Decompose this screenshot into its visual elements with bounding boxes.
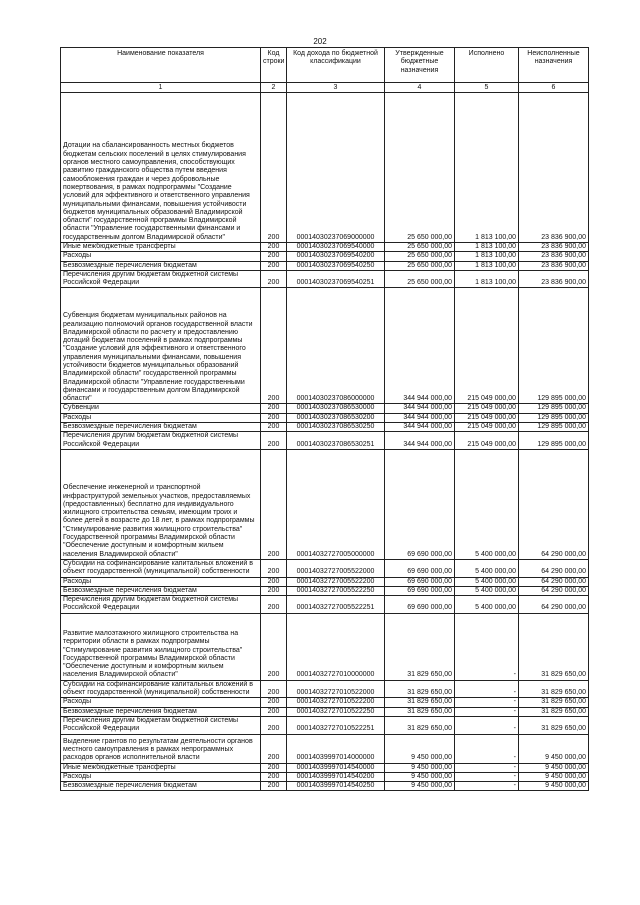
approved-cell: 9 450 000,00: [385, 782, 455, 791]
header-unexecuted: Неисполненные назначения: [519, 48, 589, 83]
approved-cell: 25 650 000,00: [385, 93, 455, 243]
income-code-cell: 00014032727010000000: [287, 613, 385, 680]
unexecuted-cell: 9 450 000,00: [519, 734, 589, 763]
approved-cell: 25 650 000,00: [385, 261, 455, 270]
row-code-cell: 200: [261, 270, 287, 288]
table-row: [61, 243, 589, 252]
row-code-cell: 200: [261, 698, 287, 707]
unexecuted-cell: 129 895 000,00: [519, 404, 589, 413]
unexecuted-cell: 129 895 000,00: [519, 288, 589, 404]
unexecuted-cell: 64 290 000,00: [519, 559, 589, 577]
row-name-cell: Перечисления другим бюджетам бюджетной системы Российской Федерации: [61, 432, 261, 450]
row-code-cell: 200: [261, 577, 287, 586]
unexecuted-cell: 23 836 900,00: [519, 261, 589, 270]
unexecuted-cell: 23 836 900,00: [519, 243, 589, 252]
header-row-code: Код строки: [261, 48, 287, 83]
executed-cell: 215 049 000,00: [455, 423, 519, 432]
executed-cell: -: [455, 613, 519, 680]
unexecuted-cell: 9 450 000,00: [519, 763, 589, 772]
row-name-cell: Субвенция бюджетам муниципальных районов на реализацию полномочий органов государственной власти Владимирской области по расчету и предоставлению дотаций бюджетам поселений в рамках подпрограммы "Создание условий для эффективного и ответственного управления муниципальными финансами, повышения устойчивости бюджетов муниципальных образований Владимирской области" государственной программы Владимирской области "Управление государственными финансами и государственным долгом Владимирской области": [61, 288, 261, 404]
executed-cell: -: [455, 772, 519, 781]
income-code-cell: 00014032727005522251: [287, 596, 385, 614]
row-name-cell: Выделение грантов по результатам деятельности органов местного самоуправления в рамках непрограммных расходов органов исполнительной власти: [61, 734, 261, 763]
table-row: [61, 716, 589, 734]
row-name-cell: Развитие малоэтажного жилищного строительства на территории области в рамках подпрограммы "Стимулирование развития жилищного строительства" Государственной программы Владимирской области "Обеспечение доступным и комфортным жильем населения Владимирской области": [61, 613, 261, 680]
row-name-cell: Иные межбюджетные трансферты: [61, 763, 261, 772]
row-code-cell: 200: [261, 432, 287, 450]
income-code-cell: 00014030237069540250: [287, 261, 385, 270]
unexecuted-cell: 64 290 000,00: [519, 577, 589, 586]
approved-cell: 344 944 000,00: [385, 432, 455, 450]
approved-cell: 25 650 000,00: [385, 243, 455, 252]
table-row: [61, 772, 589, 781]
income-code-cell: 00014030237069000000: [287, 93, 385, 243]
executed-cell: 5 400 000,00: [455, 596, 519, 614]
executed-cell: 1 813 100,00: [455, 270, 519, 288]
column-index: 6: [519, 83, 589, 93]
unexecuted-cell: 23 836 900,00: [519, 252, 589, 261]
row-name-cell: Безвозмездные перечисления бюджетам: [61, 586, 261, 595]
table-row: [61, 596, 589, 614]
executed-cell: 215 049 000,00: [455, 404, 519, 413]
executed-cell: -: [455, 734, 519, 763]
unexecuted-cell: 31 829 650,00: [519, 716, 589, 734]
approved-cell: 31 829 650,00: [385, 707, 455, 716]
income-code-cell: 00014039997014540200: [287, 772, 385, 781]
budget-report-table: [60, 47, 589, 791]
executed-cell: 1 813 100,00: [455, 252, 519, 261]
income-code-cell: 00014039997014540250: [287, 782, 385, 791]
row-name-cell: Субсидии на софинансирование капитальных вложений в объект государственной (муниципальной) собственности: [61, 680, 261, 698]
income-code-cell: 00014032727005522200: [287, 577, 385, 586]
header-row: [61, 48, 589, 83]
approved-cell: 9 450 000,00: [385, 772, 455, 781]
approved-cell: 25 650 000,00: [385, 252, 455, 261]
income-code-cell: 00014030237086530251: [287, 432, 385, 450]
table-row: [61, 413, 589, 422]
table-row: [61, 252, 589, 261]
income-code-cell: 00014030237086530200: [287, 413, 385, 422]
unexecuted-cell: 129 895 000,00: [519, 423, 589, 432]
row-code-cell: 200: [261, 559, 287, 577]
executed-cell: 5 400 000,00: [455, 449, 519, 559]
income-code-cell: 00014030237086530250: [287, 423, 385, 432]
approved-cell: 9 450 000,00: [385, 734, 455, 763]
approved-cell: 69 690 000,00: [385, 559, 455, 577]
row-name-cell: Дотации на сбалансированность местных бюджетов бюджетам сельских поселений в целях стимулирования органов местного самоуправления, способствующих развитию гражданского общества путем введения самообложения граждан и через добровольные пожертвования, в рамках подпрограммы "Создание условий для эффективного и ответственного управления муниципальными финансами, повышения устойчивости бюджетов муниципальных образований Владимирской области" государственной программы Владимирской области "Управление государственными финансами и государственным долгом Владимирской области": [61, 93, 261, 243]
row-code-cell: 200: [261, 449, 287, 559]
table-row: [61, 782, 589, 791]
executed-cell: 215 049 000,00: [455, 288, 519, 404]
row-name-cell: Перечисления другим бюджетам бюджетной системы Российской Федерации: [61, 716, 261, 734]
executed-cell: -: [455, 680, 519, 698]
row-code-cell: 200: [261, 413, 287, 422]
income-code-cell: 00014032727010522250: [287, 707, 385, 716]
row-code-cell: 200: [261, 763, 287, 772]
executed-cell: 1 813 100,00: [455, 243, 519, 252]
income-code-cell: 00014032727010522200: [287, 698, 385, 707]
table-row: [61, 707, 589, 716]
row-code-cell: 200: [261, 288, 287, 404]
row-code-cell: 200: [261, 734, 287, 763]
table-row: [61, 423, 589, 432]
income-code-cell: 00014032727010522251: [287, 716, 385, 734]
income-code-cell: 00014039997014000000: [287, 734, 385, 763]
unexecuted-cell: 129 895 000,00: [519, 432, 589, 450]
approved-cell: 31 829 650,00: [385, 698, 455, 707]
income-code-cell: 00014032727005522000: [287, 559, 385, 577]
column-index: 3: [287, 83, 385, 93]
table-row: [61, 698, 589, 707]
header-executed: Исполнено: [455, 48, 519, 83]
executed-cell: -: [455, 707, 519, 716]
approved-cell: 25 650 000,00: [385, 270, 455, 288]
approved-cell: 31 829 650,00: [385, 680, 455, 698]
income-code-cell: 00014030237069540251: [287, 270, 385, 288]
row-code-cell: 200: [261, 772, 287, 781]
executed-cell: 5 400 000,00: [455, 586, 519, 595]
income-code-cell: 00014032727010522000: [287, 680, 385, 698]
table-row: [61, 577, 589, 586]
unexecuted-cell: 64 290 000,00: [519, 596, 589, 614]
executed-cell: 1 813 100,00: [455, 93, 519, 243]
approved-cell: 344 944 000,00: [385, 413, 455, 422]
unexecuted-cell: 64 290 000,00: [519, 586, 589, 595]
row-code-cell: 200: [261, 423, 287, 432]
table-body: [61, 93, 589, 791]
income-code-cell: 00014030237086530000: [287, 404, 385, 413]
row-name-cell: Расходы: [61, 252, 261, 261]
row-name-cell: Расходы: [61, 413, 261, 422]
executed-cell: 5 400 000,00: [455, 559, 519, 577]
row-name-cell: Расходы: [61, 772, 261, 781]
row-code-cell: 200: [261, 252, 287, 261]
row-code-cell: 200: [261, 261, 287, 270]
approved-cell: 31 829 650,00: [385, 613, 455, 680]
table-row: [61, 261, 589, 270]
row-code-cell: 200: [261, 716, 287, 734]
page-number: 202: [313, 37, 327, 46]
unexecuted-cell: 23 836 900,00: [519, 270, 589, 288]
row-name-cell: Перечисления другим бюджетам бюджетной системы Российской Федерации: [61, 596, 261, 614]
unexecuted-cell: 31 829 650,00: [519, 707, 589, 716]
table-row: [61, 586, 589, 595]
table-row: [61, 449, 589, 559]
table-row: [61, 734, 589, 763]
row-name-cell: Расходы: [61, 577, 261, 586]
header-income-code: Код дохода по бюджетной классификации: [287, 48, 385, 83]
row-name-cell: Безвозмездные перечисления бюджетам: [61, 261, 261, 270]
row-code-cell: 200: [261, 680, 287, 698]
unexecuted-cell: 31 829 650,00: [519, 698, 589, 707]
column-index: 1: [61, 83, 261, 93]
row-name-cell: Расходы: [61, 698, 261, 707]
income-code-cell: 00014030237069540000: [287, 243, 385, 252]
income-code-cell: 00014039997014540000: [287, 763, 385, 772]
executed-cell: 1 813 100,00: [455, 261, 519, 270]
income-code-cell: 00014030237069540200: [287, 252, 385, 261]
column-index: 5: [455, 83, 519, 93]
column-index: 4: [385, 83, 455, 93]
table-row: [61, 680, 589, 698]
row-code-cell: 200: [261, 404, 287, 413]
row-name-cell: Безвозмездные перечисления бюджетам: [61, 782, 261, 791]
row-name-cell: Субвенции: [61, 404, 261, 413]
row-code-cell: 200: [261, 243, 287, 252]
column-index-row: [61, 83, 589, 93]
approved-cell: 9 450 000,00: [385, 763, 455, 772]
row-name-cell: Безвозмездные перечисления бюджетам: [61, 423, 261, 432]
row-code-cell: 200: [261, 782, 287, 791]
approved-cell: 69 690 000,00: [385, 586, 455, 595]
unexecuted-cell: 9 450 000,00: [519, 772, 589, 781]
unexecuted-cell: 129 895 000,00: [519, 413, 589, 422]
row-code-cell: 200: [261, 596, 287, 614]
approved-cell: 69 690 000,00: [385, 596, 455, 614]
table-row: [61, 270, 589, 288]
executed-cell: -: [455, 698, 519, 707]
unexecuted-cell: 23 836 900,00: [519, 93, 589, 243]
table-row: [61, 763, 589, 772]
table-row: [61, 93, 589, 243]
header-approved: Утвержденные бюджетные назначения: [385, 48, 455, 83]
table-row: [61, 288, 589, 404]
unexecuted-cell: 64 290 000,00: [519, 449, 589, 559]
executed-cell: 215 049 000,00: [455, 432, 519, 450]
approved-cell: 344 944 000,00: [385, 288, 455, 404]
approved-cell: 31 829 650,00: [385, 716, 455, 734]
income-code-cell: 00014030237086000000: [287, 288, 385, 404]
executed-cell: -: [455, 763, 519, 772]
row-code-cell: 200: [261, 613, 287, 680]
executed-cell: -: [455, 716, 519, 734]
approved-cell: 69 690 000,00: [385, 449, 455, 559]
row-code-cell: 200: [261, 586, 287, 595]
row-name-cell: Иные межбюджетные трансферты: [61, 243, 261, 252]
row-name-cell: Перечисления другим бюджетам бюджетной системы Российской Федерации: [61, 270, 261, 288]
income-code-cell: 00014032727005522250: [287, 586, 385, 595]
executed-cell: -: [455, 782, 519, 791]
executed-cell: 5 400 000,00: [455, 577, 519, 586]
table-row: [61, 404, 589, 413]
row-name-cell: Безвозмездные перечисления бюджетам: [61, 707, 261, 716]
unexecuted-cell: 31 829 650,00: [519, 680, 589, 698]
approved-cell: 69 690 000,00: [385, 577, 455, 586]
row-code-cell: 200: [261, 707, 287, 716]
unexecuted-cell: 31 829 650,00: [519, 613, 589, 680]
unexecuted-cell: 9 450 000,00: [519, 782, 589, 791]
row-code-cell: 200: [261, 93, 287, 243]
row-name-cell: Обеспечение инженерной и транспортной инфраструктурой земельных участков, предоставляемых (предоставленных) бесплатно для индивидуального жилищного строительства семьям, имеющим троих и более детей в возрасте до 18 лет, в рамках подпрограммы "Стимулирование развития жилищного строительства" Государственной программы Владимирской области "Обеспечение доступным и комфортным жильем населения Владимирской области": [61, 449, 261, 559]
executed-cell: 215 049 000,00: [455, 413, 519, 422]
row-name-cell: Субсидии на софинансирование капитальных вложений в объект государственной (муниципальной) собственности: [61, 559, 261, 577]
table-row: [61, 613, 589, 680]
table-row: [61, 432, 589, 450]
header-name: Наименование показателя: [61, 48, 261, 83]
table-row: [61, 559, 589, 577]
approved-cell: 344 944 000,00: [385, 423, 455, 432]
column-index: 2: [261, 83, 287, 93]
approved-cell: 344 944 000,00: [385, 404, 455, 413]
income-code-cell: 00014032727005000000: [287, 449, 385, 559]
